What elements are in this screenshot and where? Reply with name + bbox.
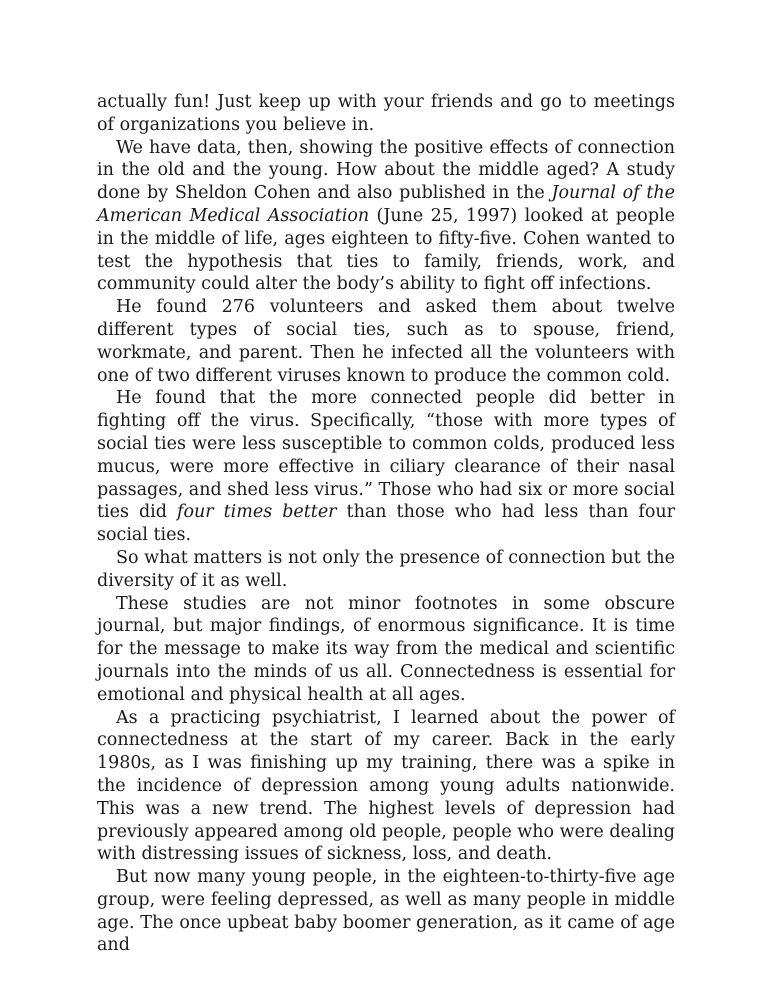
text-run: These studies are not minor footnotes in some obscure journal, but major findings, of enormous significance. It is time for the message to make its way from the medical and scientific journals into the minds of us all. Connectedness is essential for emotional and physical health at all ages.	[97, 593, 675, 705]
text-run: He found that the more connected people did better in fighting off the virus. Specifically, “those with more types of social ties were less susceptible to common colds, produced less mucus, were more effective in ciliary clearance of their nasal passages, and shed less virus.” Those who had six or more social ties did	[97, 388, 675, 523]
paragraph	[97, 387, 675, 547]
text-run: than those who had less than four social ties.	[97, 502, 676, 546]
text-run: We have data, then, showing the positive effects of connection in the old and the young. How about the middle aged? A study done by Sheldon Cohen and also published in the	[97, 137, 675, 204]
paragraph	[97, 296, 675, 387]
journal-title-italic: Journal of the American Medical Association	[97, 183, 675, 226]
text-run: He found 276 volunteers and asked them about twelve different types of social ties, such as to spouse, friend, workmate, and parent. Then he infected all the volunteers with one of two different viruses known to produce the common cold.	[97, 297, 675, 386]
text-run: actually fun! Just keep up with your friends and go to meetings of organizations you believe in.	[97, 92, 675, 135]
text-run: So what matters is not only the presence of connection but the diversity of it as well.	[97, 547, 675, 591]
book-page-text-block	[97, 91, 675, 957]
paragraph	[97, 547, 675, 593]
paragraph	[97, 866, 675, 957]
text-run: (June 25, 1997) looked at people in the middle of life, ages eighteen to fifty-five. Cohen wanted to test the hypothesis that ties to family, friends, work, and community could alter the body’s ability to fight off infections.	[97, 205, 675, 295]
paragraph	[97, 707, 675, 867]
paragraph	[97, 137, 675, 297]
text-run: As a practicing psychiatrist, I learned about the power of connectedness at the start of my career. Back in the early 1980s, as I was finishing up my training, there was a spike in the incidence of depression among young adults nationwide. This was a new trend. The highest levels of depression had previously appeared among old people, people who were dealing with distressing issues of sickness, loss, and death.	[97, 707, 675, 865]
text-run: But now many young people, in the eighteen-to-thirty-five age group, were feeling depressed, as well as many people in middle age. The once upbeat baby boomer generation, as it came of age and	[97, 867, 675, 956]
paragraph	[97, 91, 675, 137]
emphasis-italic: four times better	[176, 502, 337, 523]
paragraph	[97, 593, 675, 707]
